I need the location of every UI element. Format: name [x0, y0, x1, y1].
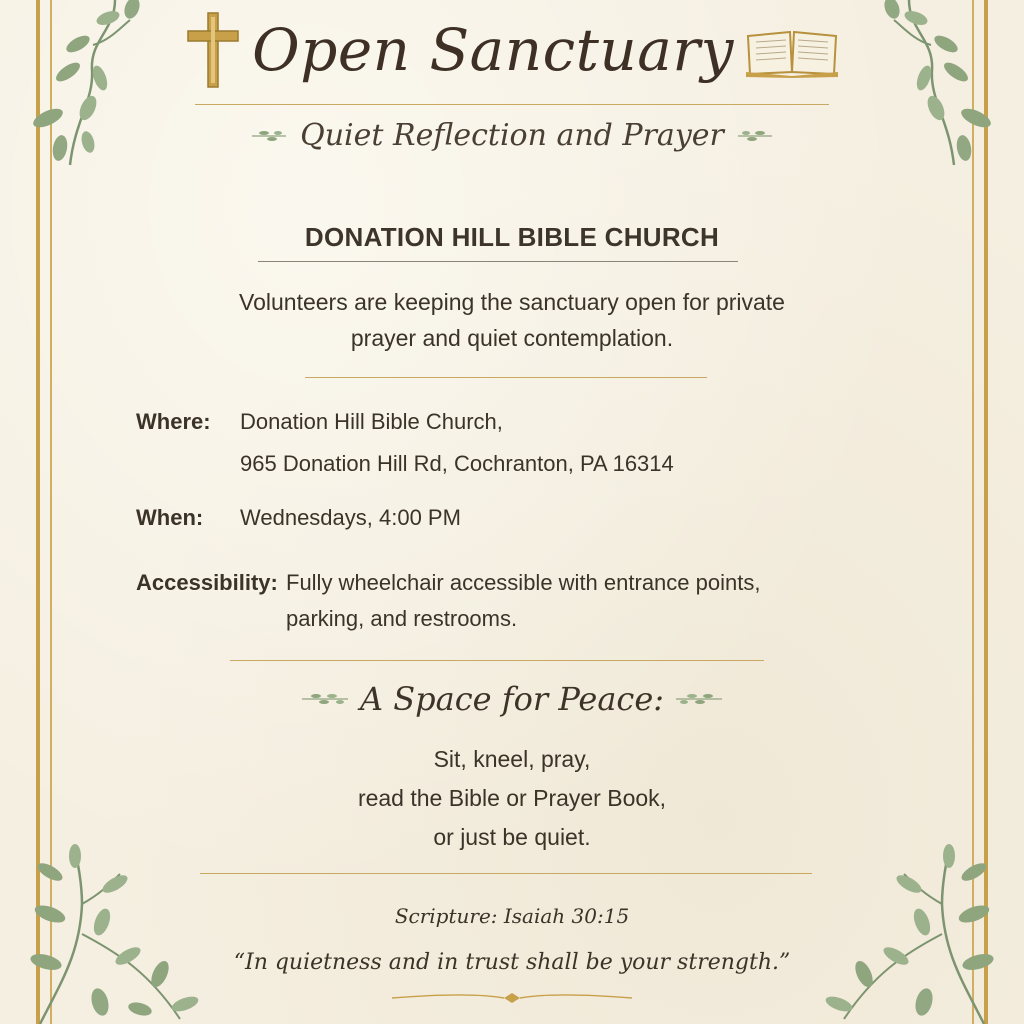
when-value: Wednesdays, 4:00 PM — [240, 505, 461, 530]
peace-text — [0, 740, 1024, 857]
peace-line-1: Sit, kneel, pray, — [433, 746, 591, 772]
church-underline — [258, 261, 738, 262]
subtitle-row — [0, 118, 1024, 153]
details-divider — [230, 660, 764, 661]
where-line-1: Donation Hill Bible Church, — [240, 409, 503, 434]
leaf-sprig-left-icon — [302, 692, 348, 706]
accessibility-line-1: Fully wheelchair accessible with entrance points, — [286, 570, 761, 595]
peace-heading: A Space for Peace: — [359, 680, 665, 718]
subtitle: Quiet Reflection and Prayer — [300, 118, 724, 153]
vine-bottom-left-icon — [20, 844, 240, 1024]
peace-line-2: read the Bible or Prayer Book, — [357, 785, 667, 811]
title-row — [0, 0, 1024, 100]
where-line-2: 965 Donation Hill Rd, Cochranton, PA 16314 — [240, 451, 674, 476]
peace-line-3: or just be quiet. — [433, 824, 591, 850]
leaf-sprig-left-icon — [252, 129, 286, 143]
leaf-sprig-right-icon — [738, 129, 772, 143]
intro-divider — [305, 377, 707, 378]
church-name: DONATION HILL BIBLE CHURCH — [304, 222, 720, 252]
peace-heading-row — [0, 680, 1024, 718]
ornament-flourish-icon — [392, 990, 632, 1006]
when-label: When: — [136, 505, 204, 530]
where-label: Where: — [136, 409, 211, 434]
intro-line-1: Volunteers are keeping the sanctuary open for private — [239, 289, 785, 315]
intro-text — [162, 284, 862, 356]
page-title: Open Sanctuary — [252, 16, 734, 84]
accessibility-label: Accessibility: — [136, 570, 278, 595]
title-divider — [195, 104, 829, 105]
cross-icon — [184, 11, 242, 89]
vine-bottom-right-icon — [784, 844, 1004, 1024]
open-book-icon — [744, 22, 840, 78]
scripture-quote: “In quietness and in trust shall be your strength.” — [233, 950, 791, 975]
leaf-sprig-right-icon — [676, 692, 722, 706]
scripture-reference: Scripture: Isaiah 30:15 — [394, 904, 630, 928]
accessibility-line-2: parking, and restrooms. — [286, 606, 518, 631]
peace-divider — [200, 873, 812, 874]
intro-line-2: prayer and quiet contemplation. — [350, 325, 674, 351]
